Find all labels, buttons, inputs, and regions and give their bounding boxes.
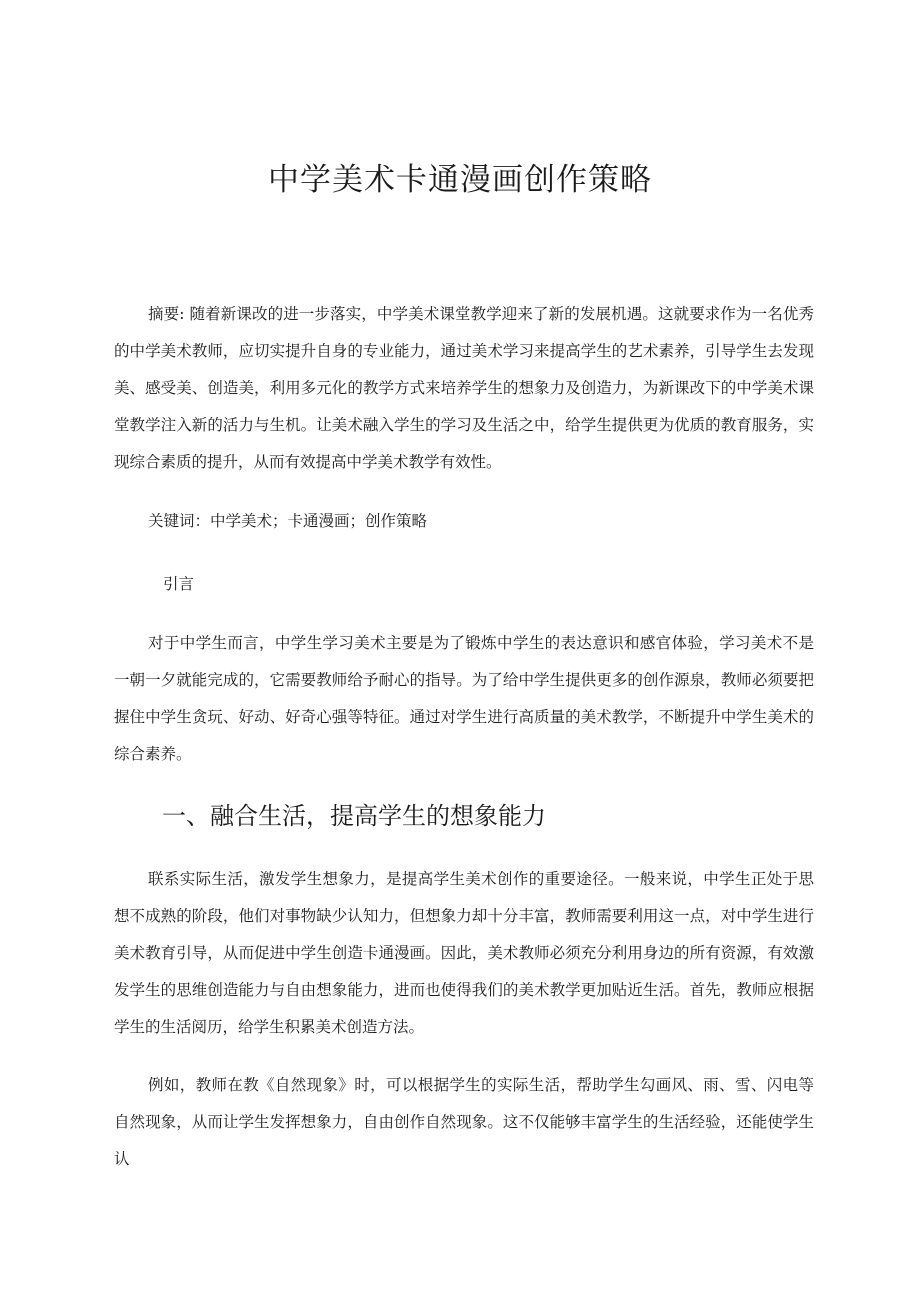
document-title: 中学美术卡通漫画创作策略 xyxy=(268,162,652,198)
keywords-line: 关键词：中学美术；卡通漫画；创作策略 xyxy=(148,512,428,530)
intro-paragraph: 对于中学生而言，中学生学习美术主要是为了锻炼中学生的表达意识和感官体验，学习美术不是一朝一夕就能完成的，它需要教师给予耐心的指导。为了给中学生提供更多的创作源泉，教师必须要把握住中学生贪玩、好动、好奇心强等特征。通过对学生进行高质量的美术教学，不断提升中学生美术的综合素养。 xyxy=(114,634,814,763)
intro-heading: 引言 xyxy=(163,575,195,593)
abstract-paragraph: 摘要: 随着新课改的进一步落实，中学美术课堂教学迎来了新的发展机遇。这就要求作为一名优秀的中学美术教师，应切实提升自身的专业能力，通过美术学习来提高学生的艺术素养，引导学生去发现美、感受美、创造美，利用多元化的教学方式来培养学生的想象力及创造力，为新课改下的中学美术课堂教学注入新的活力与生机。让美术融入学生的学习及生活之中，给学生提供更为优质的教育服务，实现综合素质的提升，从而有效提高中学美术教学有效性。 xyxy=(114,305,814,471)
section-1-heading: 一、融合生活，提高学生的想象能力 xyxy=(162,802,546,830)
section-1-paragraph-2: 例如，教师在教《自然现象》时，可以根据学生的实际生活，帮助学生勾画风、雨、雪、闪电等自然现象，从而让学生发挥想象力，自由创作自然现象。这不仅能够丰富学生的生活经验，还能使学生认 xyxy=(114,1076,814,1168)
section-1-paragraph-1: 联系实际生活，激发学生想象力，是提高学生美术创作的重要途径。一般来说，中学生正处于思想不成熟的阶段，他们对事物缺少认知力，但想象力却十分丰富，教师需要利用这一点，对中学生进行美术教育引导，从而促进中学生创造卡通漫画。因此，美术教师必须充分利用身边的所有资源，有效激发学生的思维创造能力与自由想象能力，进而也使得我们的美术教学更加贴近生活。首先，教师应根据学生的生活阅历，给学生积累美术创造方法。 xyxy=(114,870,814,1036)
